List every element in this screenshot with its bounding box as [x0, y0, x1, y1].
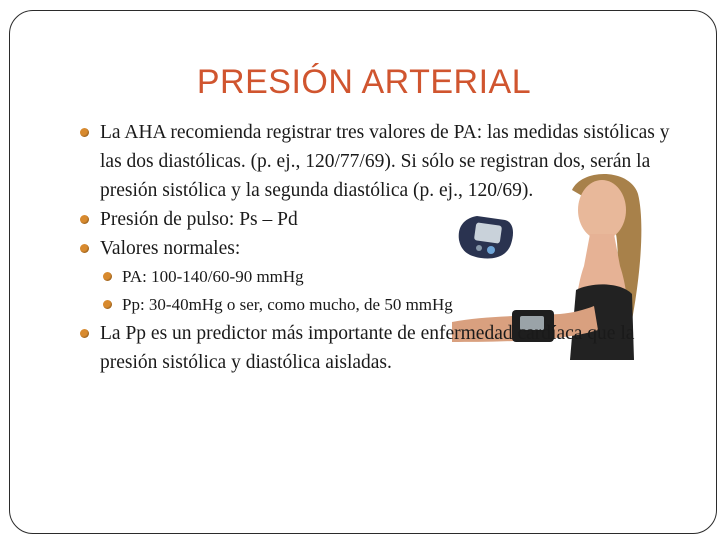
slide-title: PRESIÓN ARTERIAL	[196, 63, 532, 101]
bullet-text: La Pp es un predictor más importante de enfermedad cardíaca que la presión sistólica y diastólica aisladas.	[100, 323, 635, 373]
bullet-text: Presión de pulso: Ps – Pd	[100, 209, 298, 230]
bullet-dot-icon	[103, 300, 112, 309]
bullet-text: La AHA recomienda registrar tres valores de PA: las medidas sistólicas y las dos diastólicas. (p. ej., 120/77/69). Si sólo se registran dos, serán la presión sistólica y la segunda diastólica (p. ej., 120/69).	[100, 122, 670, 201]
bullet-item	[76, 234, 696, 263]
bullet-item	[76, 118, 696, 205]
bullet-text: Valores normales:	[100, 238, 241, 259]
bullet-dot-icon	[80, 215, 89, 224]
bullet-text: Pp: 30-40mHg o ser, como mucho, de 50 mmHg	[122, 295, 453, 314]
bullet-dot-icon	[80, 128, 89, 137]
bullet-item	[76, 205, 696, 234]
sub-bullet-item	[76, 263, 696, 291]
bullet-dot-icon	[80, 244, 89, 253]
bullet-item	[76, 319, 696, 377]
bullet-dot-icon	[103, 272, 112, 281]
sub-bullet-item	[76, 291, 696, 319]
bullet-text: PA: 100-140/60-90 mmHg	[122, 267, 304, 286]
bullet-dot-icon	[80, 329, 89, 338]
bullet-list	[76, 118, 696, 377]
